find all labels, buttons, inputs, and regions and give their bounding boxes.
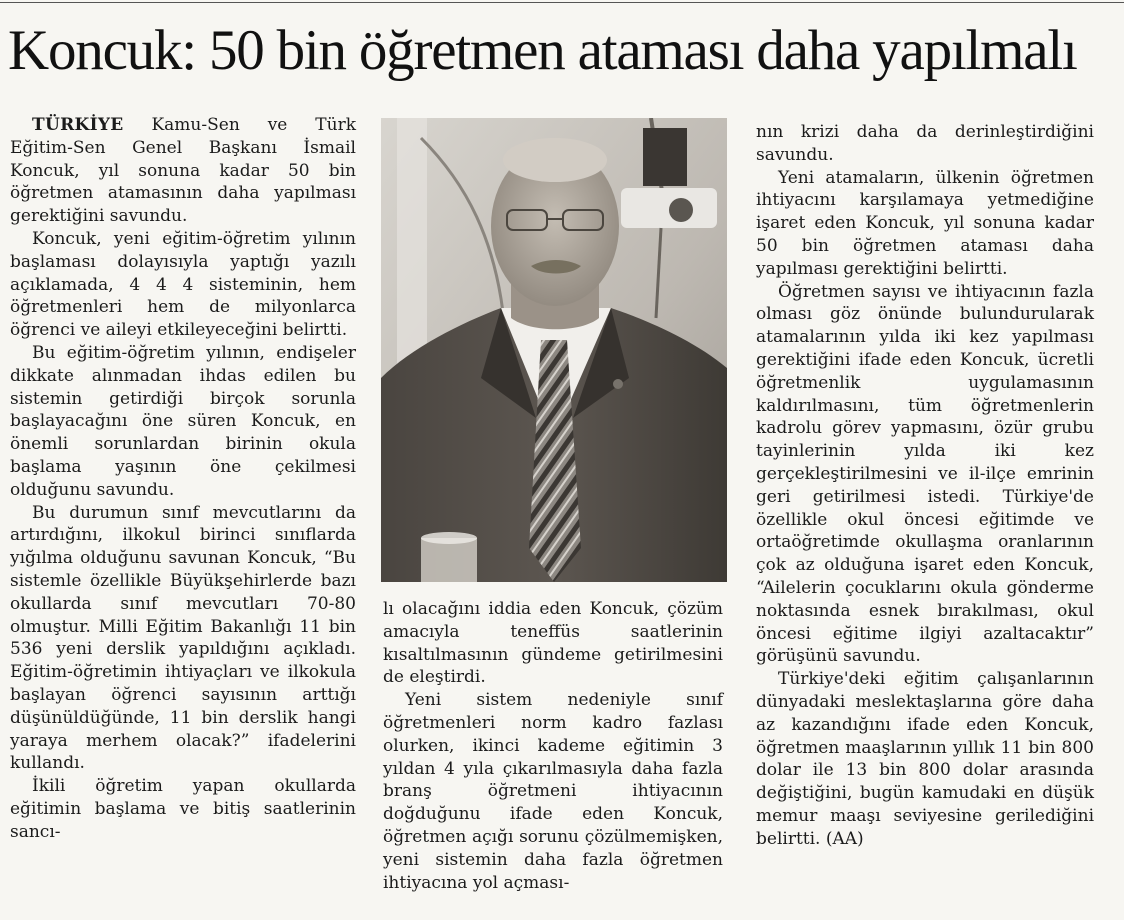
column-2 [383, 598, 723, 894]
column-1 [10, 114, 356, 844]
paragraph: Yeni atamaların, ülkenin öğretmen ihtiyacını karşılamaya yetmediğine işaret eden Koncuk, yıl sonuna kadar 50 bin öğretmen ataması daha yapılması gerektiğini belirtti. [756, 167, 1094, 279]
paragraph [10, 114, 356, 228]
portrait-photo [381, 118, 727, 582]
column-3 [756, 121, 1094, 851]
paragraph: Bu eğitim-öğretim yılının, endişeler dikkate alınmadan ihdas edilen bu sistemin getirdiği birçok sorunla başlayacağını öne süren Koncuk, en önemli sorunlardan birinin okula başlama yaşının öne çekilmesi olduğunu savundu. [10, 342, 356, 500]
paragraph: Yeni sistem nedeniyle sınıf öğretmenleri norm kadro fazlası olurken, ikinci kademe eğitimin 3 yıldan 4 yıla çıkarılmasıyla daha fazla branş öğretmeni ihtiyacının doğduğunu ifade eden Koncuk, öğretmen açığı sorunu çözülmemişken, yeni sistemin daha fazla öğretmen ihtiyacına yol açması- [383, 690, 723, 893]
dateline: TÜRKİYE [32, 115, 124, 135]
lead-text: Kamu-Sen ve Türk Eğitim-Sen Genel Başkanı İsmail Koncuk, yıl sonuna kadar 50 bin öğretmen atamasının daha yapılması gerektiğini savundu. [10, 115, 357, 227]
headline: Koncuk: 50 bin öğretmen ataması daha yapılmalı [8, 19, 1077, 82]
paragraph: Koncuk, yeni eğitim-öğretim yılının başlaması dolayısıyla yaptığı yazılı açıklamada, 4 4 4 sisteminin, hem öğretmenleri hem de milyonlarca öğrenci ve aileyi etkileyeceğini belirtti. [10, 228, 356, 341]
top-rule [0, 2, 1124, 3]
paragraph: lı olacağını iddia eden Koncuk, çözüm amacıyla teneffüs saatlerinin kısaltılmasının gündeme getirilmesini de eleştirdi. [383, 599, 723, 688]
paragraph: Bu durumun sınıf mevcutlarını da artırdığını, ilkokul birinci sınıflarda yığılma olduğunu savunan Koncuk, “Bu sistemle özellikle Büyükşehirlerde bazı okullarda sınıf mevcutları 70-80 olmuştur. Milli Eğitim Bakanlığı 11 bin 536 yeni derslik yapıldığını açıkladı. Eğitim-öğretimin ihtiyaçları ve ilkokula başlayan öğrenci sayısının arttığı düşünüldüğünde, 11 bin derslik hangi yaraya merhem olacak?” ifadelerini kullandı. [10, 502, 356, 774]
paragraph: Öğretmen sayısı ve ihtiyacının fazla olması göz önünde bulundurularak atamalarının yılda iki kez yapılması gerektiğini ifade eden Koncuk, ücretli öğretmenlik uygulamasının kaldırılmasını, tüm öğretmenlerin kadrolu görev yapmasını, özür grubu tayinlerinin yılda iki kez gerçekleştirilmesini ve il-ilçe emrinin geri getirilmesi istedi. Türkiye'de özellikle okul öncesi eğitimde ve ortaöğretimde okullaşma oranlarının çok az olduğuna işaret eden Koncuk, “Ailelerin çocuklarını okula gönderme noktasında esnek bırakılması, okul öncesi eğitime ilgiyi azaltacaktır” görüşünü savundu. [756, 281, 1094, 667]
paragraph: nın krizi daha da derinleştirdiğini savundu. [756, 122, 1094, 165]
paragraph: İkili öğretim yapan okullarda eğitimin başlama ve bitiş saatlerinin sancı- [10, 776, 356, 842]
portrait-illustration [381, 118, 727, 582]
paragraph: Türkiye'deki eğitim çalışanlarının dünyadaki meslektaşlarına göre daha az kazandığını ifade eden Koncuk, öğretmen maaşlarının yıllık 11 bin 800 dolar ile 13 bin 800 dolar arasında değiştiğini, bugün kamudaki en düşük memur maaşı seviyesine gerilediğini belirtti. (AA) [756, 669, 1094, 849]
